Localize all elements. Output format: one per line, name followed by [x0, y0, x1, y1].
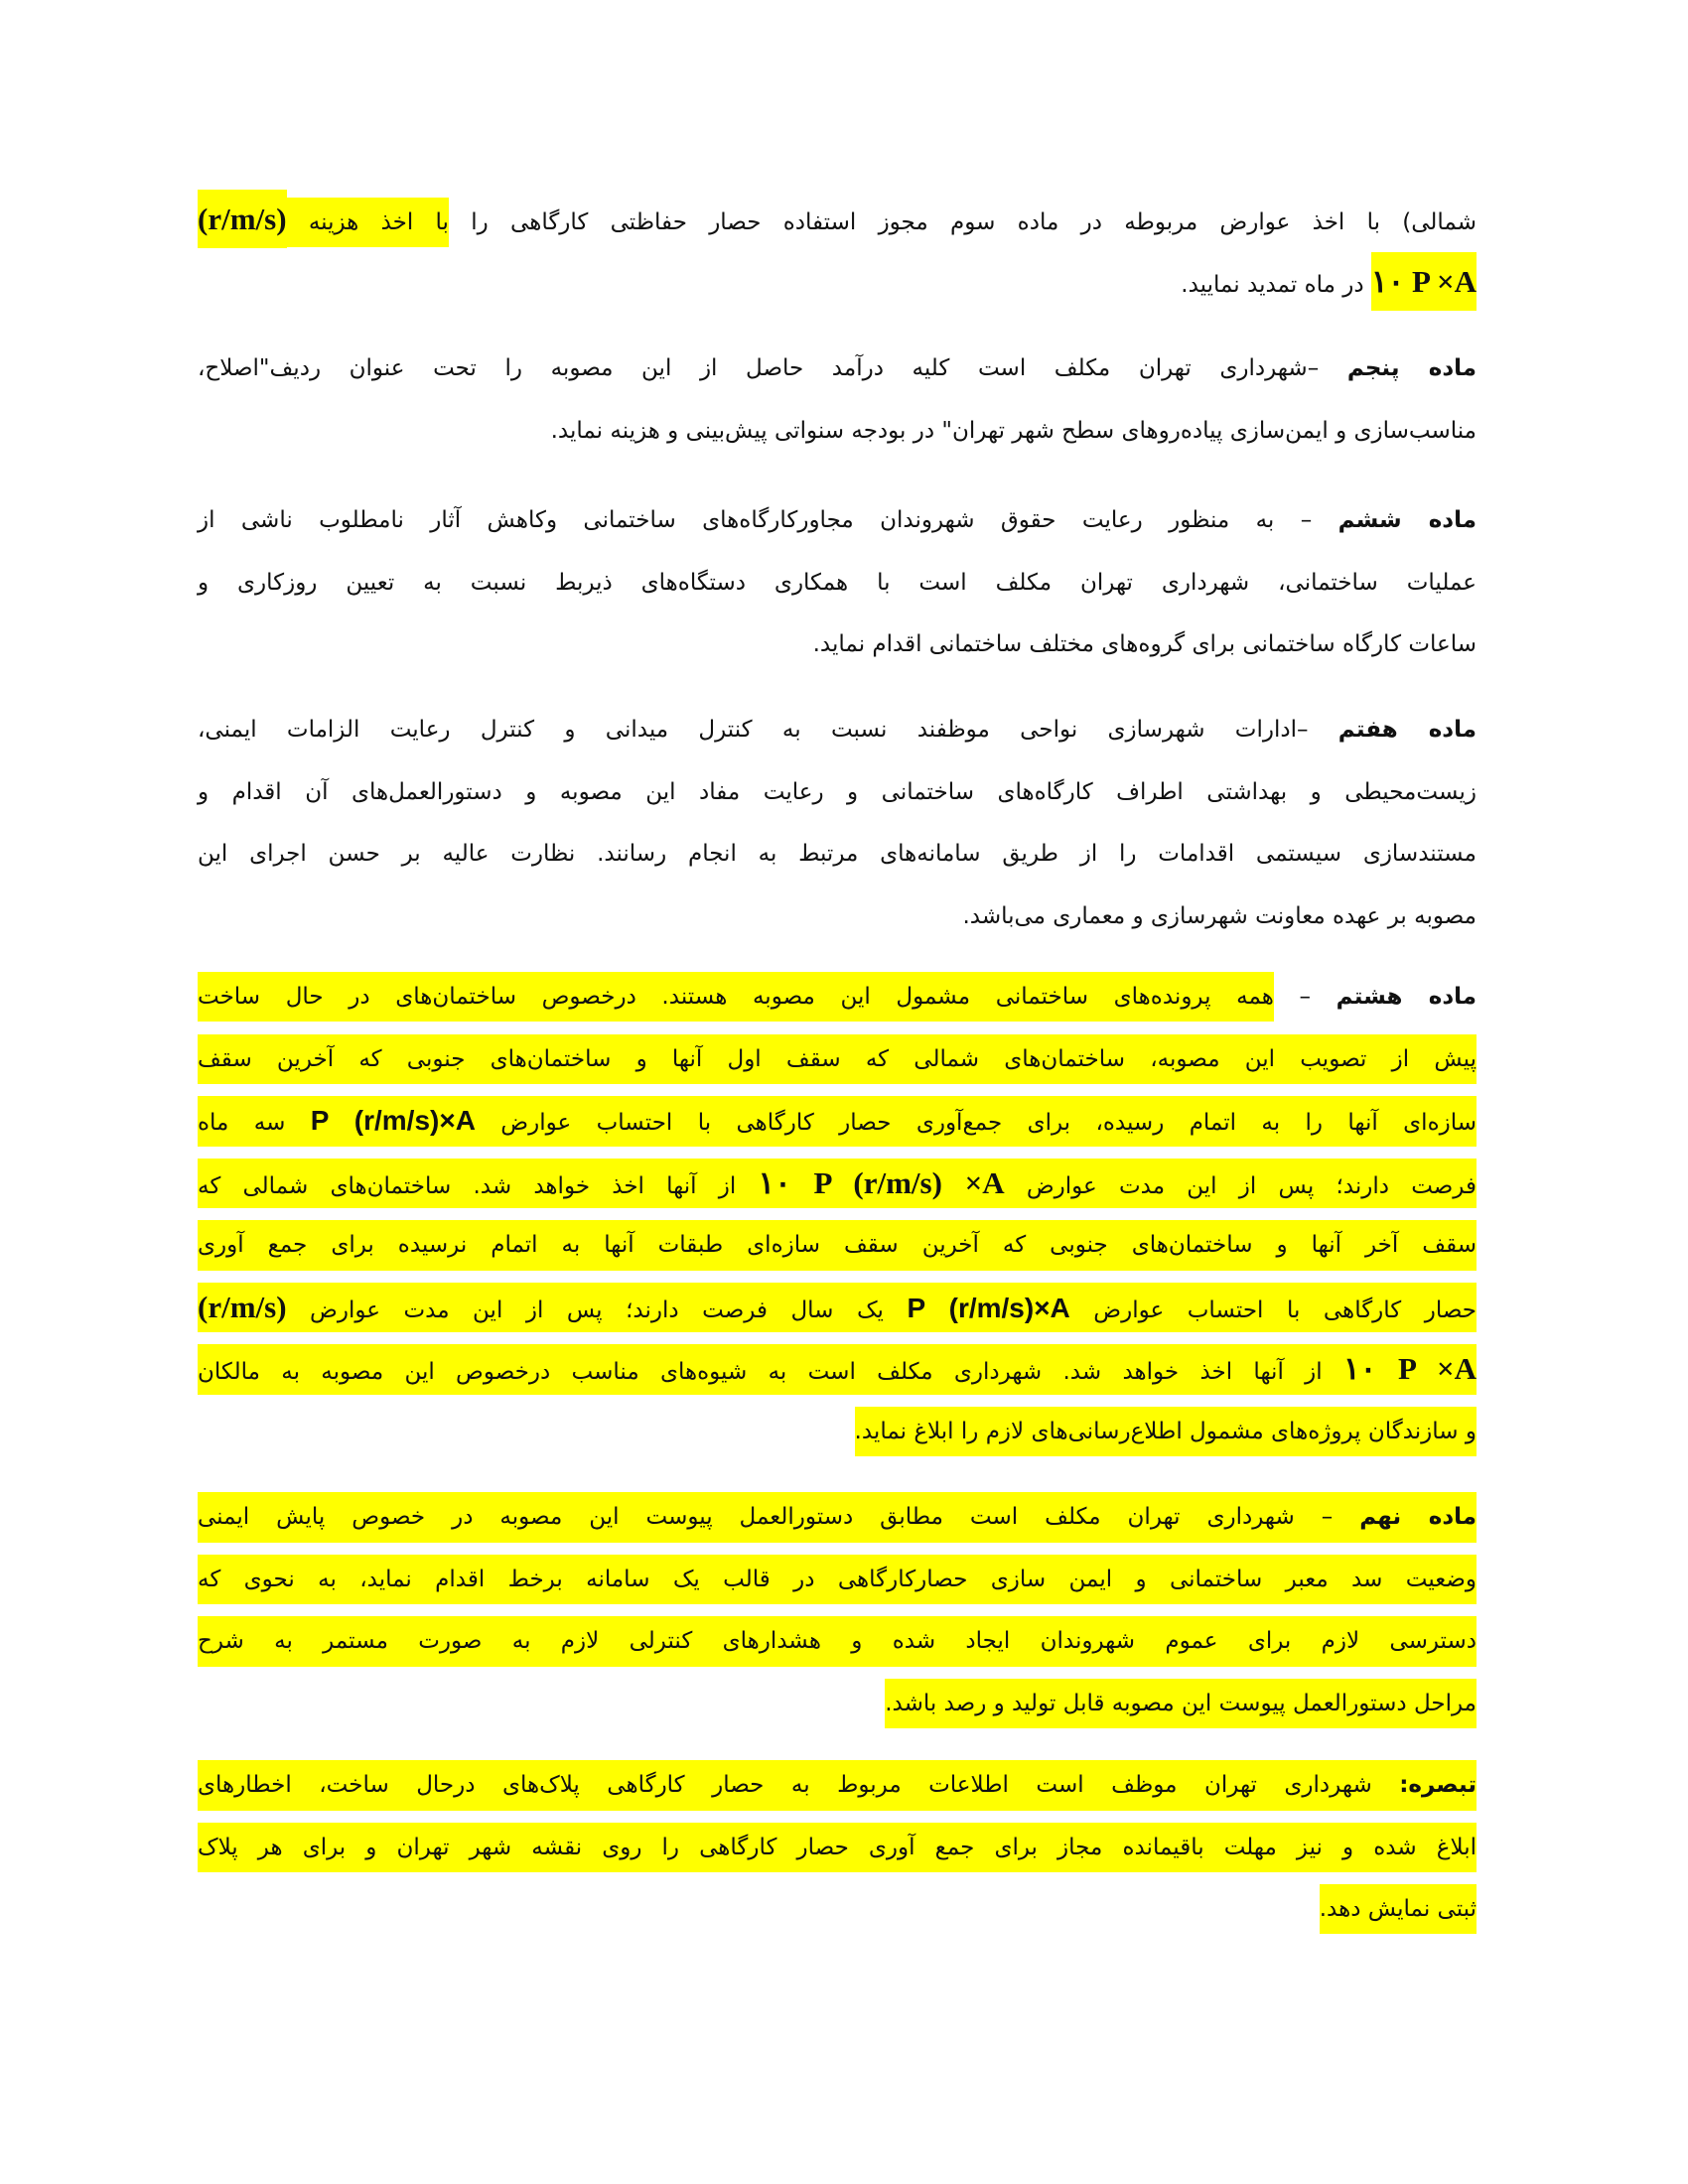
text-line	[198, 761, 1477, 824]
highlighted-text: مراحل دستورالعمل پیوست این مصوبه قابل تولید و رصد باشد.	[885, 1679, 1477, 1728]
formula: ۱۰ P ×A	[1342, 1351, 1477, 1386]
formula: (r/m/s)	[198, 1289, 287, 1324]
text-line	[198, 1817, 1477, 1879]
text: پیش از تصویب این مصوبه، ساختمان‌های شمالی که سقف اول آنها و ساختمان‌های جنوبی که آخرین سقف	[198, 1045, 1477, 1072]
text-line	[198, 1549, 1477, 1611]
text: ساعات کارگاه ساختمانی برای گروه‌های مختلف ساختمانی اقدام نماید.	[812, 631, 1477, 657]
text-line	[198, 1486, 1477, 1549]
text-line	[198, 338, 1477, 400]
text-line	[198, 699, 1477, 761]
text: عملیات ساختمانی، شهرداری تهران مکلف است با همکاری دستگاه‌های ذیربط نسبت به تعیین روزکاری و	[198, 569, 1477, 596]
text-line	[198, 1277, 1477, 1339]
text: سازه‌ای آنها را به اتمام رسیده، برای جمع‌آوری حصار کارگاهی با احتساب عوارض	[475, 1110, 1477, 1136]
text: – به منظور رعایت حقوق شهروندان مجاورکارگاه‌های ساختمانی وکاهش آثار نامطلوب ناشی از	[198, 507, 1338, 533]
text-line	[198, 400, 1477, 463]
highlighted-text: و سازندگان پروژه‌های مشمول اطلاع‌رسانی‌های لازم را ابلاغ نماید.	[855, 1407, 1477, 1456]
formula: (r/m/s)	[198, 190, 287, 248]
text: سقف آخر آنها و ساختمان‌های جنوبی که آخرین سقف سازه‌ای طبقات آنها به اتمام نرسیده برای جمع آوری	[198, 1232, 1477, 1258]
text-line	[198, 1338, 1477, 1401]
highlighted-text: با اخذ هزینه	[287, 198, 449, 247]
formula: ۱۰ P ×A	[1371, 252, 1477, 311]
article-heading: ماده ششم	[1337, 507, 1477, 533]
text-line	[198, 489, 1477, 552]
text: حصار کارگاهی با احتساب عوارض	[1069, 1297, 1477, 1323]
text: – شهرداری تهران مکلف است مطابق دستورالعمل پیوست این مصوبه در خصوص پایش ایمنی	[198, 1504, 1360, 1530]
article-heading: ماده نهم	[1359, 1504, 1477, 1530]
text-line	[198, 1028, 1477, 1091]
paragraph-article-9	[198, 1486, 1477, 1734]
text: مناسب‌سازی و ایمن‌سازی پیاده‌روهای سطح شهر تهران" در بودجه سنواتی پیش‌بینی و هزینه نماید.	[550, 417, 1477, 444]
text: فرصت دارند؛ پس از این مدت عوارض	[1004, 1172, 1477, 1199]
text-line	[198, 823, 1477, 886]
text: ابلاغ شده و نیز مهلت باقیمانده مجاز برای جمع آوری حصار کارگاهی را روی نقشه شهر تهران و برای هر پلاک	[198, 1834, 1477, 1860]
text-line	[198, 1214, 1477, 1277]
text-line	[198, 189, 1477, 251]
text: –ادارات شهرسازی نواحی موظفند نسبت به کنترل میدانی و کنترل رعایت الزامات ایمنی،	[198, 717, 1338, 743]
text-line	[198, 966, 1477, 1028]
text: شهرداری تهران موظف است اطلاعات مربوط به حصار کارگاهی پلاک‌های درحال ساخت، اخطارهای	[198, 1772, 1400, 1798]
text: –	[1273, 984, 1336, 1010]
text-line	[198, 1090, 1477, 1153]
highlighted-text: ثبتی نمایش دهد.	[1320, 1884, 1477, 1934]
text: مصوبه بر عهده معاونت شهرسازی و معماری می‌باشد.	[962, 902, 1477, 929]
paragraph-article-7	[198, 699, 1477, 947]
paragraph-note	[198, 1754, 1477, 1941]
formula: P (r/m/s)×A	[907, 1292, 1070, 1323]
text: مستندسازی سیستمی اقدامات را از طریق سامانه‌های مرتبط به انجام رسانند. نظارت عالیه بر حسن اجرای این	[198, 841, 1477, 867]
text: از آنها اخذ خواهد شد. ساختمان‌های شمالی که	[198, 1172, 759, 1199]
highlighted-text: همه پرونده‌های ساختمانی مشمول این مصوبه هستند. درخصوص ساختمان‌های در حال ساخت	[198, 972, 1274, 1022]
text: وضعیت سد معبر ساختمانی و ایمن سازی حصارکارگاهی در قالب یک سامانه برخط اقدام نماید، به نحوی که	[198, 1566, 1477, 1592]
text-line	[198, 1610, 1477, 1673]
text: –شهرداری تهران مکلف است کلیه درآمد حاصل از این مصوبه را تحت عنوان ردیف"اصلاح،	[198, 355, 1347, 381]
article-heading: ماده پنجم	[1346, 355, 1477, 381]
text-line	[198, 614, 1477, 676]
article-heading: تبصره:	[1399, 1772, 1477, 1798]
text: زیست‌محیطی و بهداشتی اطراف کارگاه‌های ساختمانی و رعایت مفاد این مصوبه و دستورالعمل‌های آن اقدام و	[198, 778, 1477, 805]
text: در ماه تمدید نمایید.	[1181, 271, 1371, 298]
text: سه ماه	[198, 1110, 311, 1136]
text-line	[198, 1754, 1477, 1817]
article-heading: ماده هشتم	[1336, 984, 1477, 1010]
text-line	[198, 886, 1477, 948]
paragraph-continuation	[198, 189, 1477, 313]
paragraph-article-5	[198, 338, 1477, 462]
formula: ۱۰ P (r/m/s) ×A	[758, 1164, 1005, 1200]
paragraph-article-6	[198, 489, 1477, 676]
text-line	[198, 1673, 1477, 1735]
text: از آنها اخذ خواهد شد. شهرداری مکلف است به شیوه‌های مناسب درخصوص این مصوبه به مالکان	[198, 1359, 1343, 1385]
text-line	[198, 1401, 1477, 1463]
article-heading: ماده هفتم	[1337, 717, 1477, 743]
text: یک سال فرصت دارند؛ پس از این مدت عوارض	[286, 1297, 908, 1323]
paragraph-article-8	[198, 966, 1477, 1462]
formula: P (r/m/s)×A	[310, 1105, 476, 1136]
text-line	[198, 1878, 1477, 1941]
text-line	[198, 251, 1477, 314]
text: دسترسی لازم برای عموم شهروندان ایجاد شده و هشدارهای کنترلی لازم به صورت مستمر به شرح	[198, 1628, 1477, 1654]
text-line	[198, 1153, 1477, 1215]
text-line	[198, 552, 1477, 614]
text: شمالی) با اخذ عوارض مربوطه در ماده سوم مجوز استفاده حصار حفاظتی کارگاهی را	[448, 209, 1477, 235]
